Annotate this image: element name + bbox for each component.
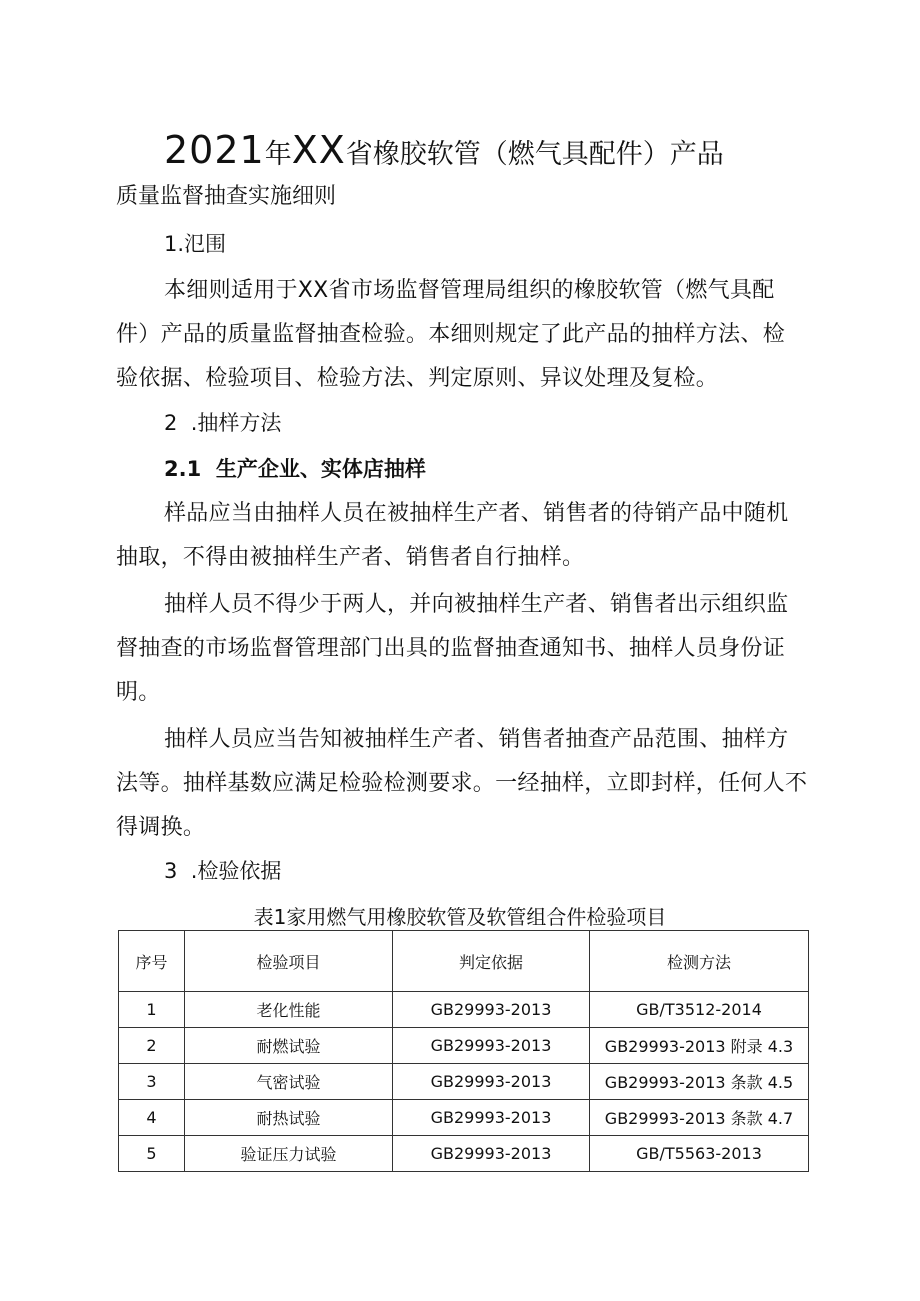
paragraph-line: 明。 [116, 680, 161, 705]
paragraph-line: 抽样人员不得少于两人，并向被抽样生产者、销售者出示组织监 [164, 592, 789, 617]
cell-item: 耐热试验 [185, 1100, 393, 1136]
paragraph-line: 法等。抽样基数应满足检验检测要求。一经抽样，立即封样，任何人不 [116, 771, 808, 796]
header-index: 序号 [119, 931, 185, 992]
section-2-1-heading: 2.1 生产企业、实体店抽样 [164, 457, 426, 481]
cell-method: GB29993-2013 条款 4.5 [590, 1064, 809, 1100]
header-item: 检验项目 [185, 931, 393, 992]
cell-method: GB/T5563-2013 [590, 1136, 809, 1172]
cell-item: 验证压力试验 [185, 1136, 393, 1172]
cell-basis: GB29993-2013 [393, 1100, 590, 1136]
table-row [119, 1028, 809, 1064]
cell-method: GB29993-2013 条款 4.7 [590, 1100, 809, 1136]
section-1-heading: 1.氾围 [164, 232, 227, 256]
paragraph-line: 督抽查的市场监督管理部门出具的监督抽查通知书、抽样人员身份证 [116, 636, 786, 661]
cell-method: GB29993-2013 附录 4.3 [590, 1028, 809, 1064]
cell-method: GB/T3512-2014 [590, 992, 809, 1028]
cell-basis: GB29993-2013 [393, 1028, 590, 1064]
table-caption: 表1家用燃气用橡胶软管及软管组合件检验项目 [253, 905, 667, 929]
cell-basis: GB29993-2013 [393, 992, 590, 1028]
paragraph-line: 抽取，不得由被抽样生产者、销售者自行抽样。 [116, 545, 585, 570]
section-1-line: 验依据、检验项目、检验方法、判定原则、异议处理及复检。 [116, 366, 719, 391]
cell-basis: GB29993-2013 [393, 1136, 590, 1172]
document-subtitle: 质量监督抽查实施细则 [116, 184, 337, 209]
table-row [119, 992, 809, 1028]
title-year-suffix: 年 [264, 139, 292, 170]
cell-item: 气密试验 [185, 1064, 393, 1100]
cell-item: 耐燃试验 [185, 1028, 393, 1064]
header-method: 检测方法 [590, 931, 809, 992]
table-header-row [119, 931, 809, 992]
paragraph-line: 得调换。 [116, 815, 206, 840]
cell-item: 老化性能 [185, 992, 393, 1028]
cell-index: 1 [119, 992, 185, 1028]
section-2-heading: 2 .抽样方法 [164, 411, 282, 435]
cell-basis: GB29993-2013 [393, 1064, 590, 1100]
section-3-heading: 3 .检验依据 [164, 859, 282, 883]
section-1-line: 件）产品的质量监督抽查检验。本细则规定了此产品的抽样方法、检 [116, 322, 786, 347]
paragraph-line: 抽样人员应当告知被抽样生产者、销售者抽查产品范围、抽样方 [164, 727, 789, 752]
header-basis: 判定依据 [393, 931, 590, 992]
table-row [119, 1064, 809, 1100]
table-row [119, 1136, 809, 1172]
title-rest: 省橡胶软管（燃气具配件）产品 [345, 139, 724, 170]
cell-index: 3 [119, 1064, 185, 1100]
document-title [164, 130, 724, 175]
paragraph-line: 样品应当由抽样人员在被抽样生产者、销售者的待销产品中随机 [164, 501, 789, 526]
inspection-items-table [118, 930, 809, 1172]
cell-index: 2 [119, 1028, 185, 1064]
section-1-line: 本细则适用于XX省市场监督管理局组织的橡胶软管（燃气具配 [164, 278, 775, 303]
title-year: 2021 [164, 128, 265, 172]
title-province: XX [291, 128, 346, 172]
cell-index: 4 [119, 1100, 185, 1136]
cell-index: 5 [119, 1136, 185, 1172]
table-row [119, 1100, 809, 1136]
